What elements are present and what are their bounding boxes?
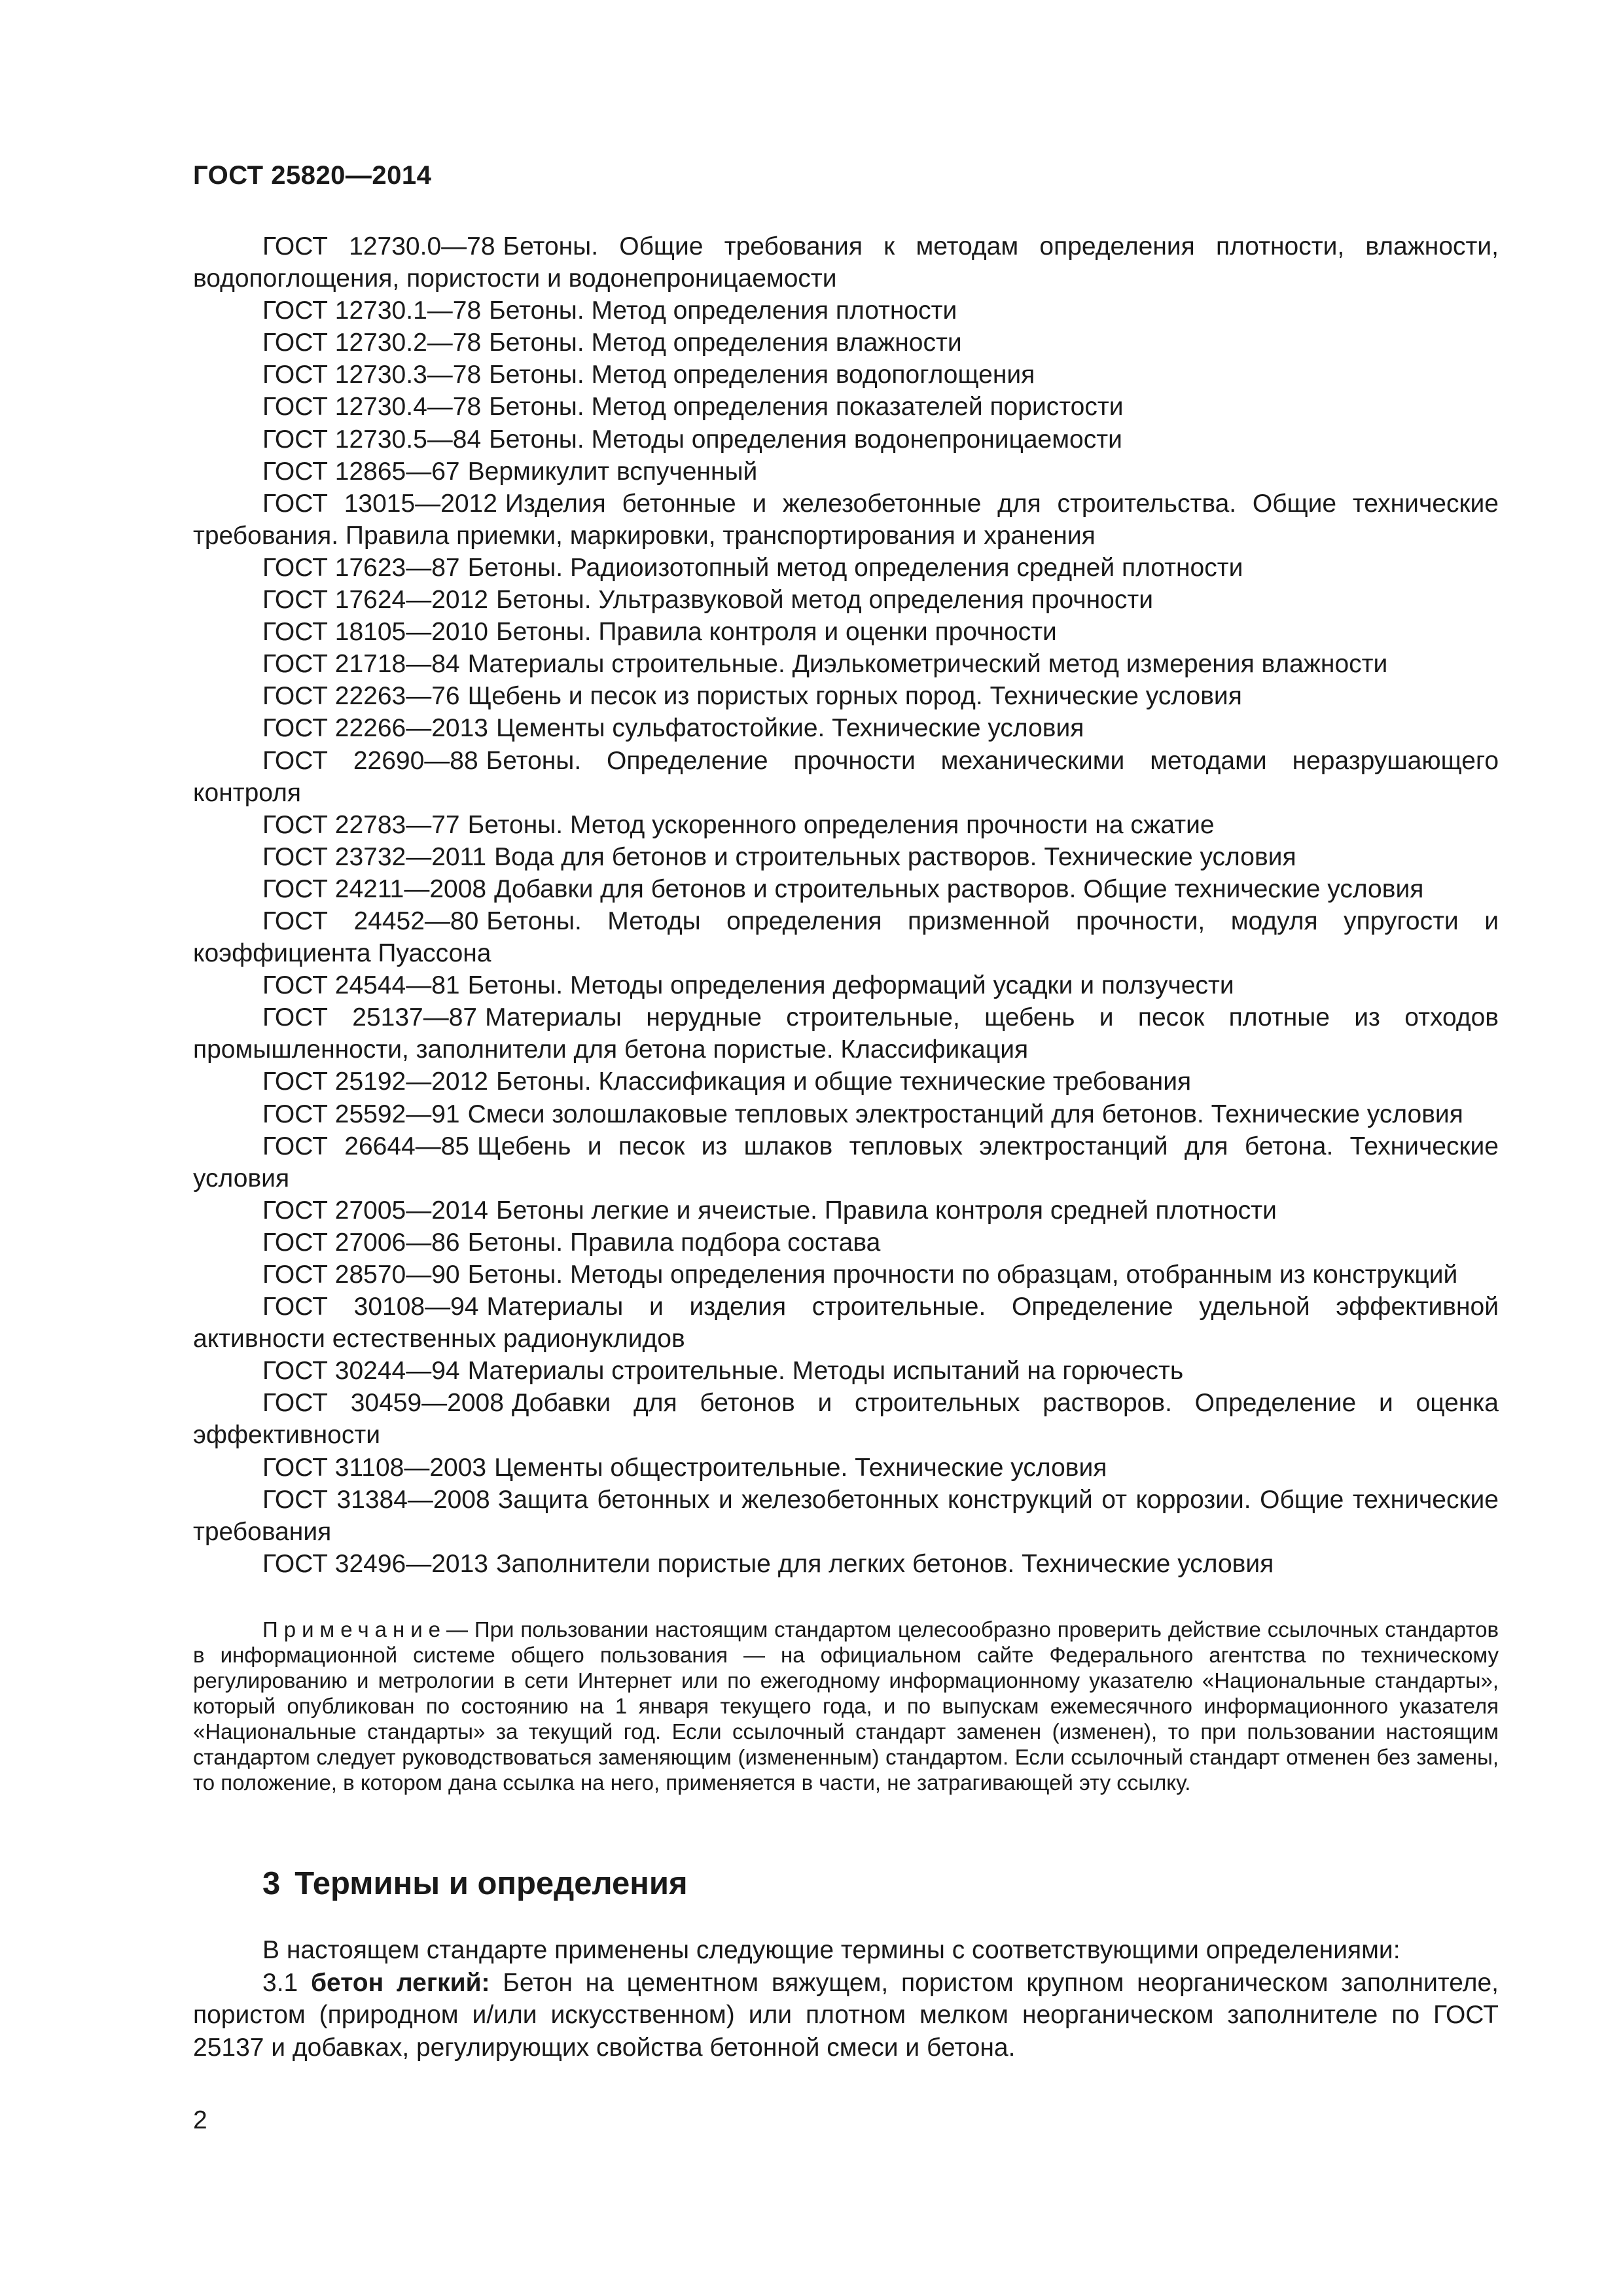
reference-title: Бетоны. Методы определения прочности по образцам, отобранным из конструкций <box>467 1261 1458 1289</box>
reference-title: Бетоны. Метод ускоренного определения прочности на сжатие <box>467 810 1215 839</box>
document-code-header: ГОСТ 25820—2014 <box>193 161 432 190</box>
reference-code: ГОСТ 25592—91 <box>262 1100 460 1128</box>
reference-item <box>193 327 1499 359</box>
reference-item <box>193 1130 1499 1194</box>
reference-code: ГОСТ 17624—2012 <box>262 586 489 615</box>
page-number: 2 <box>193 2106 207 2134</box>
reference-item <box>193 616 1499 648</box>
reference-title: Бетоны. Ультразвуковой метод определения прочности <box>496 586 1153 615</box>
reference-code: ГОСТ 24544—81 <box>262 971 460 1000</box>
section-title-text: Термины и определения <box>294 1866 688 1901</box>
section-intro: В настоящем стандарте применены следующие термины с соответствующими определениями: <box>262 1936 1400 1964</box>
reference-title: Бетоны. Методы определения призменной прочности, модуля упругости и коэффициента Пуассона <box>193 906 1499 968</box>
reference-code: ГОСТ 26644—85 <box>262 1132 470 1160</box>
reference-item <box>193 1194 1499 1227</box>
reference-title: Материалы строительные. Диэлькометрический метод измерения влажности <box>467 650 1388 679</box>
reference-item <box>193 456 1499 488</box>
reference-code: ГОСТ 28570—90 <box>262 1261 460 1289</box>
reference-title: Вода для бетонов и строительных растворов. Технические условия <box>494 842 1296 871</box>
reference-code: ГОСТ 13015—2012 <box>262 489 497 518</box>
reference-item <box>193 745 1499 809</box>
term-definition-paragraph <box>193 1967 1499 2064</box>
reference-item <box>193 391 1499 423</box>
reference-code: ГОСТ 25192—2012 <box>262 1067 489 1096</box>
reference-title: Щебень и песок из шлаков тепловых электростанций для бетона. Технические условия <box>193 1132 1499 1193</box>
reference-title: Бетоны. Методы определения деформаций усадки и ползучести <box>467 971 1234 1000</box>
term-name: бетон легкий: <box>310 1968 490 1997</box>
reference-code: ГОСТ 12730.4—78 <box>262 393 482 422</box>
reference-item <box>193 873 1499 905</box>
reference-item <box>193 1548 1499 1580</box>
reference-title: Бетоны. Методы определения водонепроницаемости <box>489 425 1122 454</box>
term-definition: Бетон на цементном вяжущем, пористом крупном неорганическом заполнителе, пористом (природном и/или искусственном) или плотном мелком неорганическом заполнителе по ГОСТ 25137 и добавках, регулирующих свойства бетонной смеси и бетона. <box>193 1968 1499 2062</box>
reference-item <box>193 969 1499 1001</box>
reference-title: Бетоны. Метод определения водопоглощения <box>489 361 1035 389</box>
reference-code: ГОСТ 23732—2011 <box>262 842 487 871</box>
reference-title: Защита бетонных и железобетонных конструкций от коррозии. Общие технические требования <box>193 1485 1499 1546</box>
reference-code: ГОСТ 27005—2014 <box>262 1196 489 1225</box>
note-text: — При пользовании настоящим стандартом целесообразно проверить действие ссылочных стандартов в информационной системе общего пользования — на официальном сайте Федерального агентства по техническому регулированию и метрологии в сети Интернет или по ежегодному информационному указателю «Национальные стандарты», который опубликован по состоянию на 1 января текущего года, и по выпускам ежемесячного информационного указателя «Национальные стандарты» за текущий год. Если ссылочный стандарт заменен (изменен), то при пользовании настоящим стандартом следует руководствоваться заменяющим (измененным) стандартом. Если ссылочный стандарт отменен без замены, то положение, в котором дана ссылка на него, применяется в части, не затрагивающей эту ссылку. <box>193 1617 1499 1795</box>
reference-item <box>193 905 1499 969</box>
reference-item <box>193 1484 1499 1548</box>
reference-code: ГОСТ 12730.5—84 <box>262 425 482 454</box>
reference-item <box>193 1227 1499 1259</box>
reference-title: Бетоны. Правила контроля и оценки прочности <box>496 618 1057 647</box>
reference-title: Бетоны. Радиоизотопный метод определения средней плотности <box>467 553 1243 582</box>
reference-title: Материалы нерудные строительные, щебень и песок плотные из отходов промышленности, заполнители для бетона пористые. Классификация <box>193 1003 1499 1064</box>
reference-title: Заполнители пористые для легких бетонов. Технические условия <box>496 1549 1274 1578</box>
reference-title: Бетоны. Метод определения плотности <box>489 296 957 325</box>
section-body <box>193 1934 1499 2064</box>
reference-item <box>193 423 1499 456</box>
reference-title: Вермикулит вспученный <box>467 457 758 486</box>
reference-item <box>193 809 1499 841</box>
reference-code: ГОСТ 24452—80 <box>262 906 479 935</box>
reference-code: ГОСТ 12730.2—78 <box>262 329 482 357</box>
reference-code: ГОСТ 30108—94 <box>262 1293 479 1321</box>
term-number: 3.1 <box>262 1968 298 1997</box>
reference-title: Бетоны. Определение прочности механическими методами неразрушающего контроля <box>193 746 1499 807</box>
reference-code: ГОСТ 12730.3—78 <box>262 361 482 389</box>
reference-item <box>193 1259 1499 1291</box>
reference-item <box>193 841 1499 873</box>
normative-references-list <box>193 230 1499 1580</box>
reference-title: Бетоны легкие и ячеистые. Правила контроля средней плотности <box>496 1196 1277 1225</box>
section-number: 3 <box>262 1866 281 1901</box>
reference-title: Цементы общестроительные. Технические условия <box>494 1453 1107 1482</box>
reference-code: ГОСТ 30244—94 <box>262 1357 460 1386</box>
reference-item <box>193 1066 1499 1098</box>
reference-code: ГОСТ 22783—77 <box>262 810 460 839</box>
reference-code: ГОСТ 25137—87 <box>262 1003 478 1032</box>
reference-item <box>193 1098 1499 1130</box>
reference-item <box>193 488 1499 552</box>
reference-title: Добавки для бетонов и строительных растворов. Общие технические условия <box>494 874 1424 903</box>
reference-code: ГОСТ 31108—2003 <box>262 1453 487 1482</box>
reference-item <box>193 1001 1499 1066</box>
reference-title: Бетоны. Классификация и общие технические требования <box>496 1067 1192 1096</box>
reference-title: Бетоны. Общие требования к методам определения плотности, влажности, водопоглощения, пористости и водонепроницаемости <box>193 232 1499 293</box>
reference-item <box>193 1387 1499 1451</box>
note-label: Примечание <box>262 1617 447 1641</box>
reference-code: ГОСТ 27006—86 <box>262 1228 460 1257</box>
reference-code: ГОСТ 22263—76 <box>262 682 460 711</box>
reference-code: ГОСТ 31384—2008 <box>262 1485 490 1514</box>
reference-item <box>193 359 1499 391</box>
reference-code: ГОСТ 22266—2013 <box>262 714 489 743</box>
reference-title: Добавки для бетонов и строительных растворов. Определение и оценка эффективности <box>193 1389 1499 1450</box>
reference-code: ГОСТ 12730.1—78 <box>262 296 482 325</box>
reference-title: Бетоны. Правила подбора состава <box>467 1228 881 1257</box>
reference-code: ГОСТ 21718—84 <box>262 650 460 679</box>
reference-title: Щебень и песок из пористых горных пород. Технические условия <box>467 682 1242 711</box>
reference-title: Бетоны. Метод определения влажности <box>489 329 962 357</box>
reference-title: Материалы и изделия строительные. Определение удельной эффективной активности естественных радионуклидов <box>193 1293 1499 1354</box>
reference-item <box>193 552 1499 584</box>
section-heading <box>262 1865 688 1902</box>
reference-item <box>193 1452 1499 1484</box>
reference-code: ГОСТ 22690—88 <box>262 746 478 775</box>
reference-title: Смеси золошлаковые тепловых электростанций для бетонов. Технические условия <box>467 1100 1463 1128</box>
reference-item <box>193 295 1499 327</box>
reference-item <box>193 230 1499 295</box>
note-paragraph <box>193 1617 1499 1795</box>
reference-title: Материалы строительные. Методы испытаний на горючесть <box>467 1357 1184 1386</box>
reference-item <box>193 712 1499 744</box>
reference-code: ГОСТ 12865—67 <box>262 457 460 486</box>
reference-code: ГОСТ 17623—87 <box>262 553 460 582</box>
reference-code: ГОСТ 32496—2013 <box>262 1549 489 1578</box>
reference-item <box>193 1355 1499 1387</box>
reference-item <box>193 648 1499 680</box>
reference-title: Бетоны. Метод определения показателей пористости <box>489 393 1124 422</box>
reference-code: ГОСТ 24211—2008 <box>262 874 487 903</box>
reference-code: ГОСТ 12730.0—78 <box>262 232 495 260</box>
reference-title: Изделия бетонные и железобетонные для строительства. Общие технические требования. Правила приемки, маркировки, транспортирования и хранения <box>193 489 1499 550</box>
reference-item <box>193 584 1499 616</box>
reference-title: Цементы сульфатостойкие. Технические условия <box>496 714 1084 743</box>
reference-code: ГОСТ 18105—2010 <box>262 618 489 647</box>
reference-item <box>193 680 1499 712</box>
reference-item <box>193 1291 1499 1355</box>
reference-code: ГОСТ 30459—2008 <box>262 1389 504 1418</box>
